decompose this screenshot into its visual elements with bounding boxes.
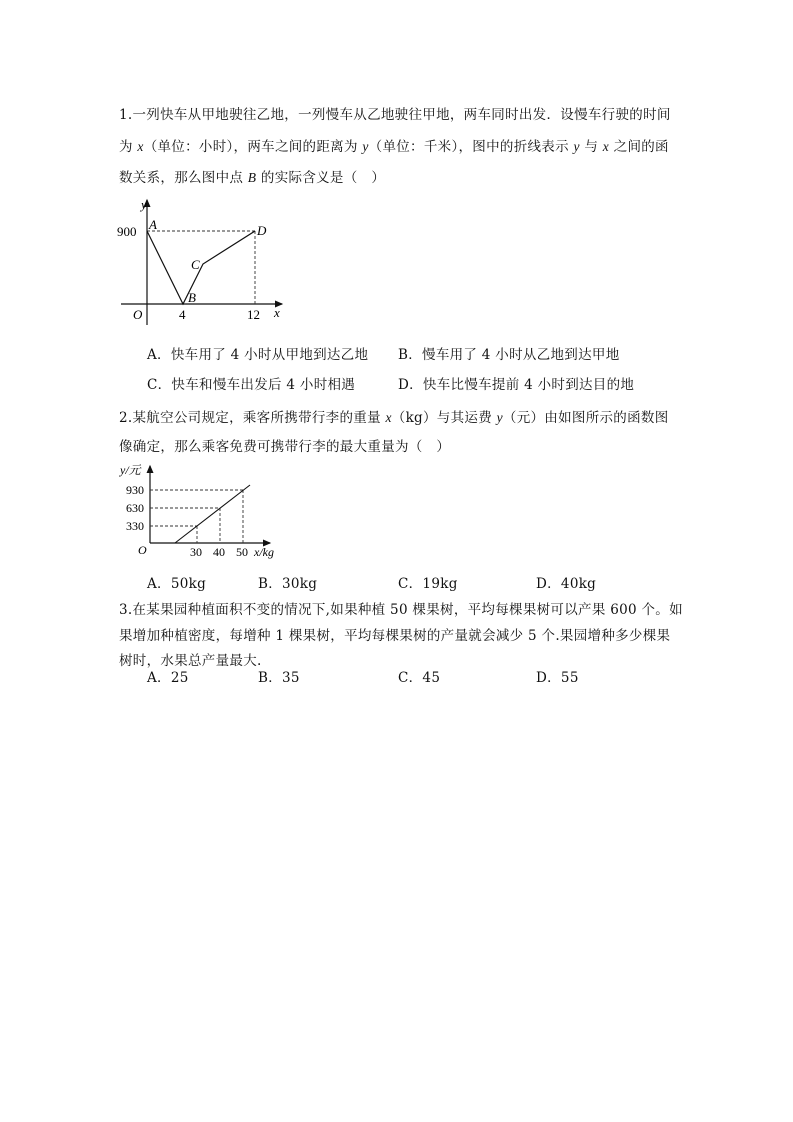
svg-text:B: B [188,290,196,305]
q3-option-c[interactable]: C．45 [398,670,441,686]
q2-line-1: 2.某航空公司规定，乘客所携带行李的重量 x（kg）与其运费 y（元）由如图所示的函数图 [119,410,669,426]
q1-line-1: 1.一列快车从甲地驶往乙地，一列慢车从乙地驶往甲地，两车同时出发．设慢车行驶的时间 [119,107,671,123]
svg-text:12: 12 [247,307,260,322]
svg-text:900: 900 [117,224,137,239]
svg-text:A: A [149,217,157,232]
svg-text:630: 630 [126,501,144,515]
svg-text:O: O [133,307,143,322]
q2-line-2: 像确定，那么乘客免费可携带行李的最大重量为（ ） [119,439,451,455]
svg-text:930: 930 [126,483,144,497]
q3-line-3: 树时，水果总产量最大. [119,653,262,669]
q2-option-b[interactable]: B．30kg [258,576,318,592]
q3-line-1: 3.在某果园种植面积不变的情况下,如果种植 50 棵果树，平均每棵果树可以产果 600 个。如 [119,602,683,618]
svg-text:D: D [257,223,267,238]
svg-text:C: C [191,257,200,272]
q2-option-c[interactable]: C．19kg [398,576,458,592]
svg-text:4: 4 [179,307,186,322]
svg-text:330: 330 [126,519,144,533]
q1-graph [115,192,295,327]
q1-option-c[interactable]: C．快车和慢车出发后 4 小时相遇 [147,377,356,393]
svg-text:x: x [274,305,280,320]
q1-line-3: 数关系，那么图中点 B 的实际含义是（ ） [119,170,386,186]
svg-text:40: 40 [213,545,225,559]
q2-option-d[interactable]: D．40kg [536,576,597,592]
svg-text:x/kg: x/kg [254,545,274,559]
q1-option-b[interactable]: B．慢车用了 4 小时从乙地到达甲地 [398,347,620,363]
q1-option-d[interactable]: D．快车比慢车提前 4 小时到达目的地 [398,377,635,393]
q3-option-d[interactable]: D．55 [536,670,579,686]
svg-text:y/元: y/元 [120,463,141,477]
svg-text:50: 50 [236,545,248,559]
q3-option-b[interactable]: B．35 [258,670,300,686]
q3-line-2: 果增加种植密度，每增种 1 棵果树，平均每棵果树的产量就会减少 5 个.果园增种多少棵果 [119,628,671,644]
svg-text:30: 30 [190,545,202,559]
q3-option-a[interactable]: A．25 [147,670,189,686]
q2-option-a[interactable]: A．50kg [147,576,207,592]
q1-line-2: 为 x（单位：小时），两车之间的距离为 y（单位：千米），图中的折线表示 y 与 x 之间的函 [119,139,669,155]
svg-text:O: O [138,543,147,557]
svg-text:y: y [141,197,147,212]
q1-option-a[interactable]: A．快车用了 4 小时从甲地到达乙地 [147,347,369,363]
q2-graph [112,460,292,562]
